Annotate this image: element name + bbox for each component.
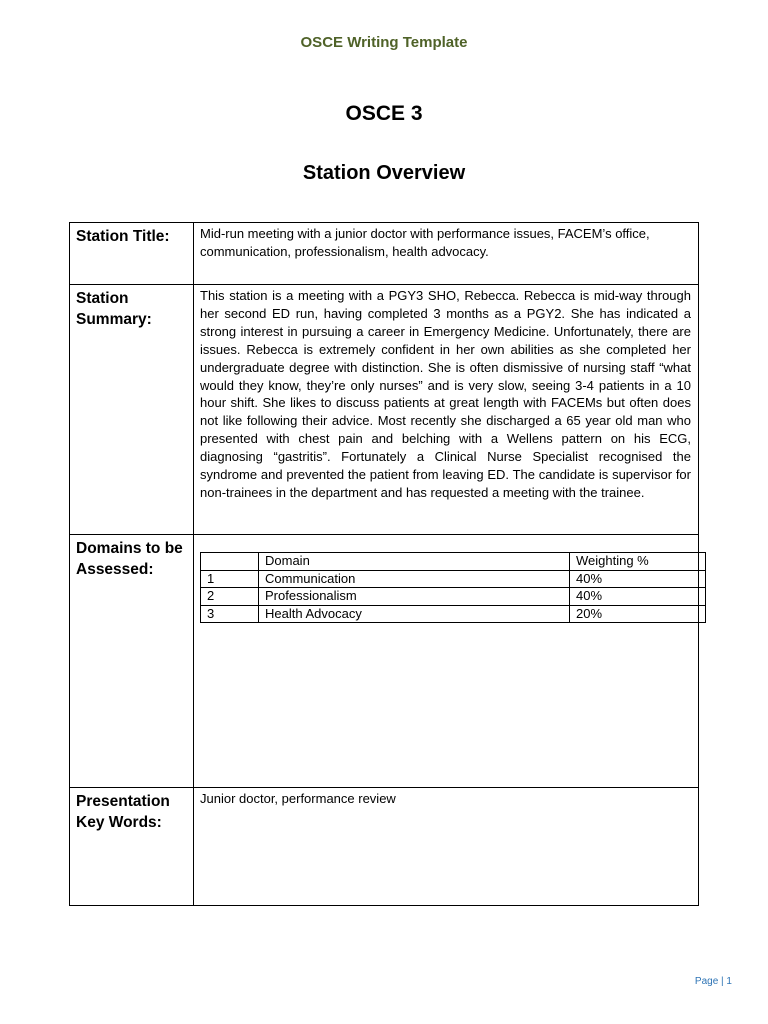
header-title: OSCE Writing Template [300,34,468,51]
domains-label: Domains to be Assessed: [70,535,194,788]
table-row [201,588,706,606]
domains-header-weighting: Weighting % [570,553,706,571]
station-summary-label: Station Summary: [70,285,194,535]
domains-content [194,535,699,788]
document-title: OSCE 3 [345,102,423,125]
station-title-row [70,223,699,285]
presentation-value: Junior doctor, performance review [194,788,699,906]
section-title: Station Overview [302,162,466,184]
domain-weighting: 40% [570,570,706,588]
station-summary-row [70,285,699,535]
presentation-label: Presentation Key Words: [70,788,194,906]
table-row [201,570,706,588]
domain-index: 1 [201,570,259,588]
domain-weighting: 20% [570,605,706,623]
domain-name: Communication [259,570,570,588]
domain-name: Professionalism [259,588,570,606]
domains-table [200,552,706,623]
domains-header-domain: Domain [259,553,570,571]
domain-weighting: 40% [570,588,706,606]
domain-name: Health Advocacy [259,605,570,623]
station-title-value: Mid-run meeting with a junior doctor with performance issues, FACEM’s office, communication, professionalism, health advocacy. [194,223,699,285]
domains-table-header-row [201,553,706,571]
station-summary-value: This station is a meeting with a PGY3 SHO, Rebecca. Rebecca is mid-way through her second ED run, having completed 3 months as a PGY2. She has indicated a strong interest in pursuing a career in Emergency Medicine. Unfortunately, there are issues. Rebecca is extremely confident in her own abilities as she completed her undergraduate degree with distinction. She is often dismissive of nursing staff “what would they know, they’re only nurses” and is very slow, seeing 3-4 patients in a 10 hour shift. She likes to discuss patients at great length with FACEMs but often does not like following their advice. Most recently she discharged a 65 year old man who presented with chest pain and belching with a Wellens pattern on his ECG, diagnosing “gastritis”. Fortunately a Clinical Nurse Specialist recognised the syndrome and prevented the patient from leaving ED. The candidate is supervisor for non-trainees in the department and has requested a meeting with the trainee. [194,285,699,535]
domain-index: 2 [201,588,259,606]
presentation-row [70,788,699,906]
station-title-label: Station Title: [70,223,194,285]
domains-row [70,535,699,788]
domains-header-index [201,553,259,571]
domain-index: 3 [201,605,259,623]
table-row [201,605,706,623]
page-number: Page | 1 [694,976,732,987]
station-overview-table [69,222,699,906]
